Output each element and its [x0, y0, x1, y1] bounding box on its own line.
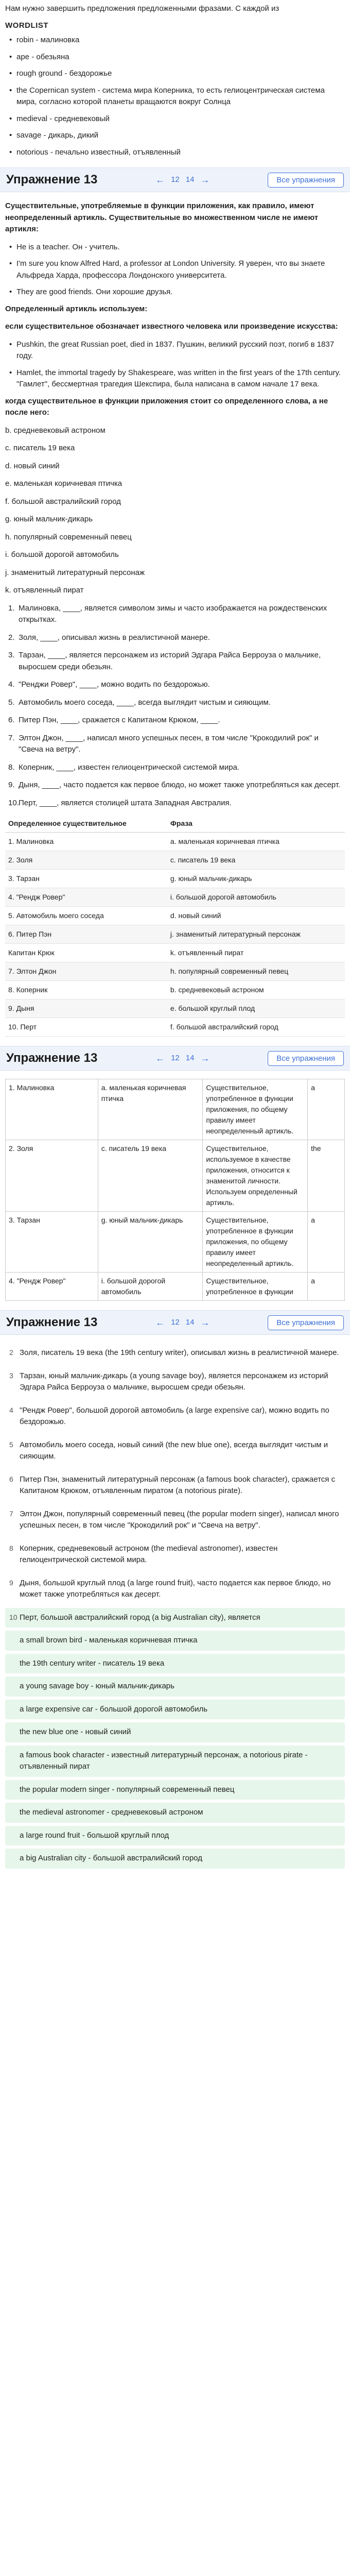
solution-text: a large expensive car - большой дорогой автомобиль — [20, 1704, 208, 1714]
theory-section — [5, 200, 345, 597]
phrase-cell: g. юный мальчик-дикарь — [167, 870, 345, 888]
solution-item — [5, 1745, 345, 1777]
solution-text: Коперник, средневековый астроном (the medieval astronomer), известен гелиоцентрической системой мира. — [20, 1544, 278, 1564]
solution-text: Питер Пэн, знаменитый литературный персонаж (a famous book character), сражается с Капитаном Крюком, отъявленным пиратом (a notorious pirate). — [20, 1475, 336, 1495]
solution-item — [5, 1401, 345, 1432]
task-item: Дыня, ____, часто подается как первое блюдо, но может также употребляться как десерт. — [19, 781, 341, 789]
phrase-cell: d. новый синий — [167, 907, 345, 925]
task-item: Тарзан, ____, является персонажем из историй Эдгара Райса Берроуза о мальчике, выросшем среди обезьян. — [19, 651, 321, 671]
table-row — [5, 907, 345, 925]
solution-number: 6 — [9, 1475, 13, 1483]
solution-item — [5, 1539, 345, 1570]
theory-rule-2: Определенный артикль используем: — [5, 304, 148, 313]
solution-text: the medieval astronomer - средневековый астроном — [20, 1808, 203, 1817]
next-exercise-link[interactable]: 14 — [185, 1053, 195, 1062]
solution-number: 5 — [9, 1440, 13, 1449]
wordlist-title: WORDLIST — [5, 21, 48, 30]
wordlist-item: • medieval - средневековый — [5, 113, 345, 125]
prev-arrow-icon[interactable]: ← — [155, 1053, 165, 1063]
solution-text: a small brown bird - маленькая коричневая птичка — [20, 1636, 198, 1645]
table-row — [5, 925, 345, 944]
task-item: Малиновка, ____, является символом зимы и часто изображается на рождественских открытках. — [19, 603, 327, 624]
solution-item — [5, 1676, 345, 1697]
task-item: Золя, ____, описывал жизнь в реалистичной манере. — [19, 633, 210, 642]
table-row — [5, 999, 345, 1018]
all-exercises-button[interactable]: Все упражнения — [268, 173, 344, 188]
phrase-cell: f. большой австралийский город — [167, 1018, 345, 1037]
all-exercises-button[interactable]: Все упражнения — [268, 1315, 344, 1330]
phrase-cell: h. популярный современный певец — [167, 962, 345, 981]
noun-cell: 9. Дыня — [5, 999, 167, 1018]
wordlist-item: • savage - дикарь, дикий — [5, 130, 345, 142]
match-header-noun: Определенное существительное — [5, 815, 167, 833]
article-cell: a — [308, 1212, 345, 1273]
exercise-pager — [155, 1316, 209, 1330]
reason-cell: Существительное, используемое в качестве приложения, относится к знаменитой личности. Используем определенный артикль. — [203, 1140, 308, 1212]
reason-cell: Существительное, употребленное в функции приложения, по общему правилу имеет неопределенный артикль. — [203, 1079, 308, 1140]
solution-number: 10 — [9, 1613, 18, 1621]
wordlist-items — [5, 35, 345, 158]
solution-text: "Рендж Ровер", большой дорогой автомобиль (a large expensive car), можно водить по бездорожью. — [20, 1405, 329, 1426]
prev-exercise-link[interactable]: 12 — [171, 1053, 180, 1062]
example-item: • Pushkin, the great Russian poet, died in 1837. Пушкин, великий русский поэт, погиб в 1837 году. — [5, 339, 345, 362]
phrase-option: e. маленькая коричневая птичка — [5, 479, 122, 488]
solution-text: Золя, писатель 19 века (the 19th century writer), описывал жизнь в реалистичной манере. — [20, 1348, 339, 1357]
example-item: • I'm sure you know Alfred Hard, a professor at London University. Я уверен, что вы знаете Альфреда Харда, профессора Лондонского университета. — [5, 258, 345, 281]
reason-cell: Существительное, употребленное в функции — [203, 1273, 308, 1301]
table-row — [5, 851, 345, 870]
example-item: • They are good friends. Они хорошие друзья. — [5, 286, 345, 298]
noun-cell: 1. Малиновка — [5, 833, 167, 851]
wordlist-item: • notorious - печально известный, отъявленный — [5, 147, 345, 159]
example-item: • Hamlet, the immortal tragedy by Shakespeare, was written in the first years of the 17th century. "Гамлет", бессмертная трагедия Шекспира, была написана в самом начале 17 века. — [5, 367, 345, 391]
exercise-nav-bar-3 — [0, 1310, 350, 1335]
table-row — [6, 1273, 345, 1301]
solution-item — [5, 1435, 345, 1467]
phrase-cell: i. большой дорогой автомобиль — [167, 888, 345, 907]
solution-item — [5, 1504, 345, 1536]
solution-item — [5, 1780, 345, 1800]
solution-text: Дыня, большой круглый плод (a large round fruit), часто подается как первое блюдо, но может также употребляться как десерт. — [20, 1578, 331, 1599]
exercise-nav-bar-1 — [0, 167, 350, 192]
table-row — [5, 870, 345, 888]
solution-item — [5, 1573, 345, 1605]
solution-item — [5, 1631, 345, 1651]
solution-item — [5, 1654, 345, 1674]
phrase-option: f. большой австралийский город — [5, 497, 121, 506]
table-row — [5, 944, 345, 962]
phrase-option: c. писатель 19 века — [5, 444, 75, 452]
solution-item — [5, 1608, 345, 1628]
noun-cell: 1. Малиновка — [6, 1079, 98, 1140]
next-arrow-icon[interactable]: → — [200, 1053, 210, 1063]
intro-text: Нам нужно завершить предложения предложенными фразами. С каждой из — [5, 4, 279, 13]
noun-cell: 4. "Рендж Ровер" — [6, 1273, 98, 1301]
noun-cell: 3. Тарзан — [5, 870, 167, 888]
phrase-option: b. средневековый астроном — [5, 426, 106, 435]
prev-exercise-link[interactable]: 12 — [171, 1317, 180, 1327]
theory-rule-1: Существительные, употребляемые в функции приложения, как правило, имеют неопределенный артикль. Существительные во множественном числе не имеют артикля: — [5, 201, 319, 233]
solution-text: Автомобиль моего соседа, новый синий (the new blue one), всегда выглядит чистым и сияющим. — [20, 1440, 328, 1461]
all-exercises-button[interactable]: Все упражнения — [268, 1051, 344, 1066]
solution-text: a large round fruit - большой круглый плод — [20, 1831, 169, 1840]
wordlist-item: • ape - обезьяна — [5, 52, 345, 63]
noun-cell: 8. Коперник — [5, 981, 167, 999]
phrase-option: j. знаменитый литературный персонаж — [5, 568, 145, 577]
phrase-option: g. юный мальчик-дикарь — [5, 515, 93, 523]
solution-text: Элтон Джон, популярный современный певец (the popular modern singer), написал много успешных песен, в том числе "Крокодилий рок" и "Свеча на ветру". — [20, 1509, 339, 1530]
solution-item — [5, 1803, 345, 1823]
solution-text: the popular modern singer - популярный современный певец — [20, 1785, 235, 1794]
prev-exercise-link[interactable]: 12 — [171, 175, 180, 184]
solution-text: Перт, большой австралийский город (a big Australian city), является — [20, 1613, 260, 1622]
next-exercise-link[interactable]: 14 — [185, 175, 195, 184]
noun-cell: 3. Тарзан — [6, 1212, 98, 1273]
phrase-cell: g. юный мальчик-дикарь — [98, 1212, 203, 1273]
exercise-pager — [155, 173, 209, 187]
noun-cell: 7. Элтон Джон — [5, 962, 167, 981]
noun-cell: 2. Золя — [6, 1140, 98, 1212]
solution-number: 7 — [9, 1509, 13, 1518]
article-cell: a — [308, 1273, 345, 1301]
table-row — [6, 1212, 345, 1273]
prev-arrow-icon[interactable]: ← — [155, 1317, 165, 1328]
theory-rule-3: если существительное обозначает известного человека или произведение искусства: — [5, 322, 338, 331]
exercise-title: Упражнение 13 — [6, 1051, 98, 1065]
article-cell: a — [308, 1079, 345, 1140]
phrase-cell: c. писатель 19 века — [98, 1140, 203, 1212]
theory-examples-2 — [5, 339, 345, 391]
solution-item — [5, 1722, 345, 1742]
task-item: Автомобиль моего соседа, ____, всегда выглядит чистым и сияющим. — [19, 698, 271, 707]
solution-item — [5, 1826, 345, 1846]
solution-item — [5, 1470, 345, 1501]
table-row — [5, 833, 345, 851]
solution-number: 8 — [9, 1544, 13, 1552]
solution-item — [5, 1343, 345, 1363]
next-arrow-icon[interactable]: → — [200, 1317, 210, 1328]
prev-arrow-icon[interactable]: ← — [155, 174, 165, 185]
table-row — [6, 1140, 345, 1212]
phrase-option: d. новый синий — [5, 461, 60, 470]
noun-cell: 6. Питер Пэн — [5, 925, 167, 944]
solution-item — [5, 1700, 345, 1720]
phrase-cell: b. средневековый астроном — [167, 981, 345, 999]
article-cell: the — [308, 1140, 345, 1212]
task-list — [5, 603, 345, 809]
table-row — [5, 962, 345, 981]
table-row — [5, 1018, 345, 1037]
task-item: Элтон Джон, ____, написал много успешных песен, в том числе "Крокодилий рок" и "Свеча на ветру". — [19, 733, 319, 754]
table-row — [5, 981, 345, 999]
next-arrow-icon[interactable]: → — [200, 174, 210, 185]
phrase-cell: j. знаменитый литературный персонаж — [167, 925, 345, 944]
solution-text: a young savage boy - юный мальчик-дикарь — [20, 1682, 174, 1690]
exercise-title: Упражнение 13 — [6, 1315, 98, 1329]
phrase-cell: i. большой дорогой автомобиль — [98, 1273, 203, 1301]
solution-number: 2 — [9, 1348, 13, 1357]
exercise-nav-bar-2 — [0, 1046, 350, 1071]
theory-rule-4: когда существительное в функции приложения стоит со определенного слова, а не после него: — [5, 396, 328, 417]
phrase-cell: c. писатель 19 века — [167, 851, 345, 870]
solution-number: 9 — [9, 1578, 13, 1587]
exercise-title: Упражнение 13 — [6, 173, 98, 187]
exercise-pager — [155, 1052, 209, 1065]
answers-table — [5, 1079, 345, 1301]
solution-number: 4 — [9, 1405, 13, 1414]
solution-text: a big Australian city - большой австралийский город — [20, 1854, 202, 1862]
solution-text: the new blue one - новый синий — [20, 1727, 131, 1736]
wordlist-item: • the Copernican system - система мира Коперника, то есть гелиоцентрическая система мира, согласно которой планеты вращаются вокруг Солнца — [5, 85, 345, 108]
phrase-cell: e. большой круглый плод — [167, 999, 345, 1018]
task-item: Коперник, ____, известен гелиоцентрической системой мира. — [19, 762, 240, 772]
task-item: Питер Пэн, ____, сражается с Капитаном Крюком, ____. — [19, 716, 220, 724]
reason-cell: Существительное, употребленное в функции приложения, по общему правилу имеет неопределенный артикль. — [203, 1212, 308, 1273]
noun-cell: Капитан Крюк — [5, 944, 167, 962]
wordlist-item: • robin - малиновка — [5, 35, 345, 46]
match-header-phrase: Фраза — [167, 815, 345, 833]
solution-list — [5, 1343, 345, 1869]
phrase-cell: k. отъявленный пират — [167, 944, 345, 962]
solution-item — [5, 1849, 345, 1869]
solution-text: the 19th century writer - писатель 19 века — [20, 1658, 165, 1668]
noun-cell: 10. Перт — [5, 1018, 167, 1037]
wordlist — [5, 20, 345, 159]
next-exercise-link[interactable]: 14 — [185, 1317, 195, 1327]
noun-cell: 2. Золя — [5, 851, 167, 870]
theory-examples-1 — [5, 242, 345, 298]
solution-text: Тарзан, юный мальчик-дикарь (a young savage boy), является персонажем из историй Эдгара Райса Берроуза о мальчике, выросшем среди обезьян. — [20, 1371, 328, 1392]
match-table — [5, 815, 345, 1037]
noun-cell: 5. Автомобиль моего соседа — [5, 907, 167, 925]
solution-item — [5, 1366, 345, 1398]
phrase-option: i. большой дорогой автомобиль — [5, 550, 119, 559]
phrase-option: h. популярный современный певец — [5, 532, 132, 541]
task-item: Перт, ____, является столицей штата Западная Австралия. — [19, 798, 232, 807]
wordlist-item: • rough ground - бездорожье — [5, 68, 345, 80]
phrase-cell: a. маленькая коричневая птичка — [98, 1079, 203, 1140]
noun-cell: 4. "Рендж Ровер" — [5, 888, 167, 907]
phrase-options — [5, 425, 345, 597]
phrase-option: k. отъявленный пират — [5, 586, 84, 595]
solution-text: a famous book character - известный литературный персонаж, a notorious pirate - отъявленный пират — [20, 1750, 308, 1771]
table-row — [6, 1079, 345, 1140]
task-item: "Ренджи Ровер", ____, можно водить по бездорожью. — [19, 680, 210, 689]
phrase-cell: a. маленькая коричневая птичка — [167, 833, 345, 851]
solution-number: 3 — [9, 1371, 13, 1380]
table-row — [5, 888, 345, 907]
example-item: • He is a teacher. Он - учитель. — [5, 242, 345, 253]
